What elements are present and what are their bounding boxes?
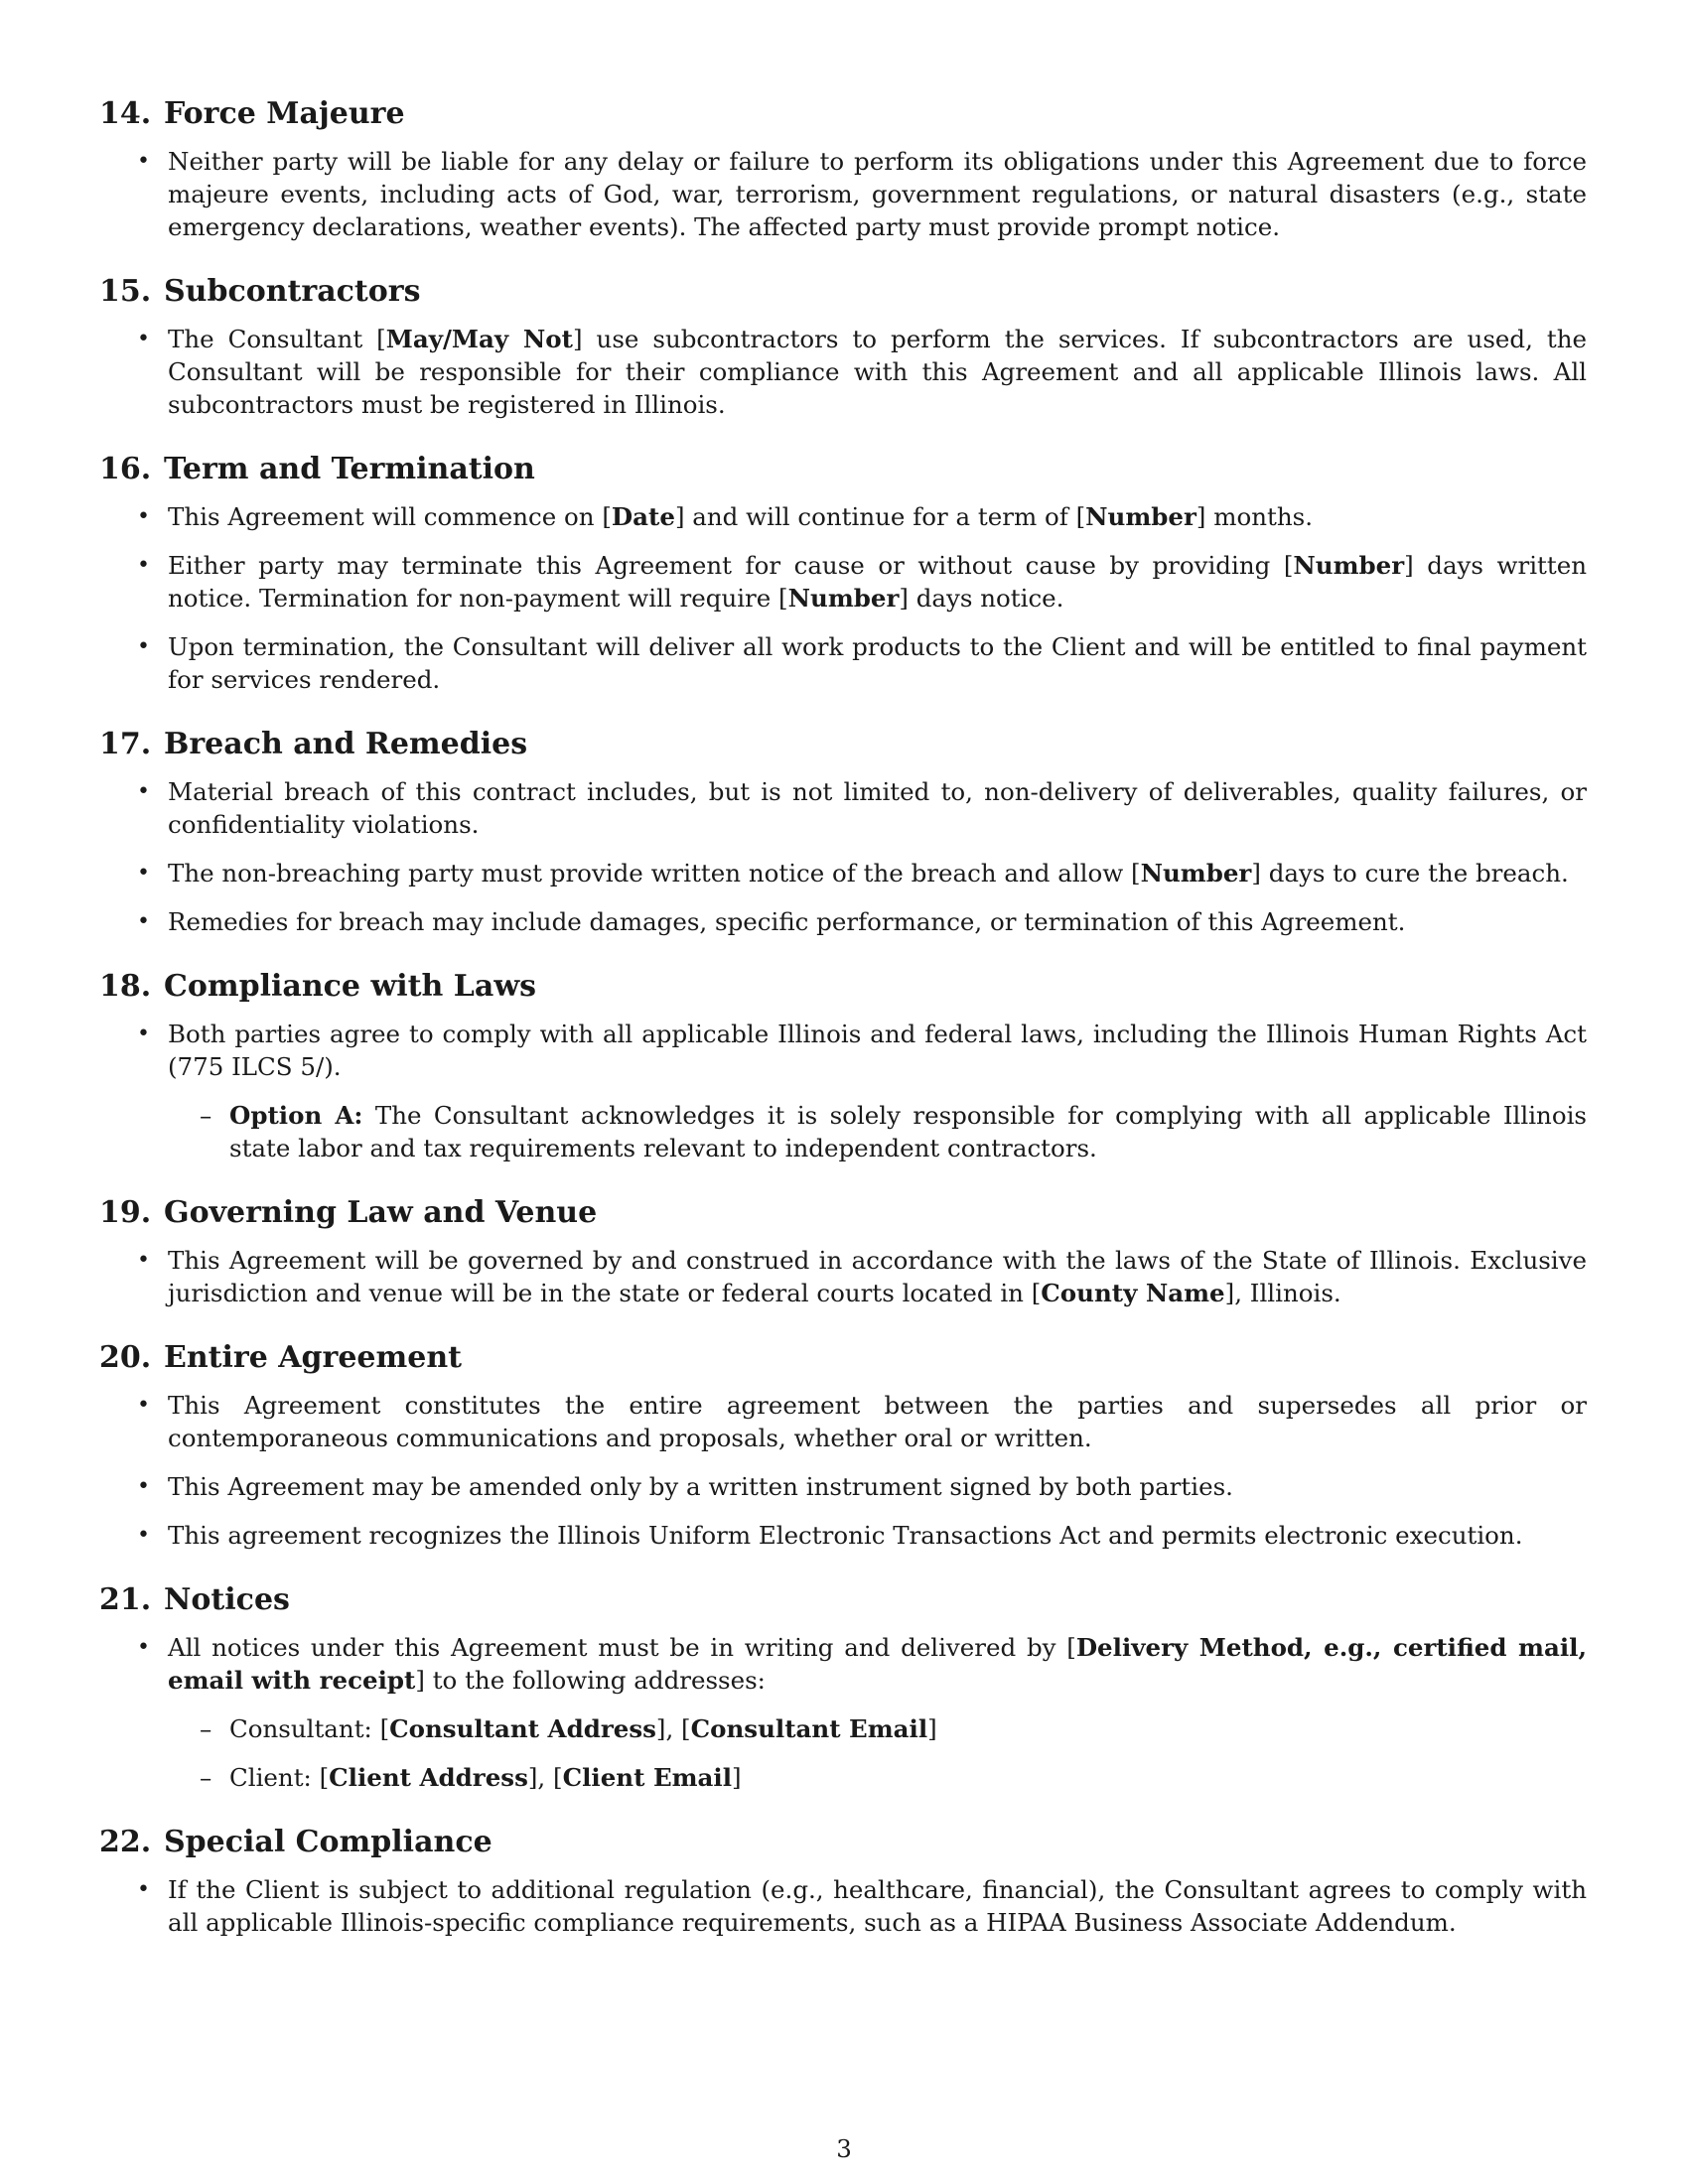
text-run: Neither party will be liable for any delay or failure to perform its obligations under this Agreement due to force majeure events, including acts of God, war, terrorism, government regulations, or natural disasters (e.g., state emergency declarations, weather events). The affected party must provide prompt notice.	[168, 147, 1587, 241]
bullet-list	[99, 775, 1587, 938]
list-item	[99, 775, 1587, 841]
text-run: This Agreement may be amended only by a written instrument signed by both parties.	[168, 1472, 1233, 1501]
text-run: This Agreement constitutes the entire agreement between the parties and supersedes all prior or contemporaneous communications and proposals, whether oral or written.	[168, 1391, 1587, 1452]
sub-list-item	[168, 1761, 1587, 1794]
section-title: Compliance with Laws	[164, 969, 537, 1004]
text-run: ] days notice.	[899, 584, 1064, 613]
list-item	[99, 323, 1587, 421]
list-item	[99, 500, 1587, 533]
section-number: 20.	[99, 1340, 152, 1375]
bullet-icon: •	[137, 504, 150, 529]
section-17	[99, 726, 1587, 938]
bullet-list	[99, 1389, 1587, 1552]
placeholder-field: Date	[611, 502, 675, 531]
bullet-list	[99, 1018, 1587, 1164]
placeholder-field: Consultant Email	[690, 1714, 928, 1743]
list-item	[99, 1018, 1587, 1164]
section-title: Subcontractors	[164, 274, 421, 309]
section-heading	[99, 968, 1587, 1006]
placeholder-field: Client Email	[562, 1763, 733, 1792]
dash-icon: –	[200, 1763, 212, 1792]
list-item	[99, 1519, 1587, 1552]
list-item	[99, 905, 1587, 938]
text-run: ], Illinois.	[1224, 1279, 1341, 1307]
section-16	[99, 451, 1587, 696]
text-run: If the Client is subject to additional regulation (e.g., healthcare, financial), the Consultant agrees to comply with all applicable Illinois-specific compliance requirements, such as a HIPAA Business Associate Addendum.	[168, 1875, 1587, 1937]
section-heading	[99, 95, 1587, 133]
bullet-icon: •	[137, 861, 150, 886]
section-title: Governing Law and Venue	[164, 1195, 598, 1230]
list-item	[99, 630, 1587, 696]
bullet-icon: •	[137, 634, 150, 659]
placeholder-field: Number	[787, 584, 900, 613]
text-run: Client: [	[229, 1763, 330, 1792]
bullet-list	[99, 500, 1587, 696]
text-run: All notices under this Agreement must be in writing and delivered by [	[168, 1633, 1076, 1662]
sub-list-item	[168, 1099, 1587, 1164]
text-run: ] days written notice. Termination for non-payment will require [	[168, 551, 1587, 613]
placeholder-field: Delivery Method, e.g., certified mail, email with receipt	[168, 1633, 1587, 1695]
section-number: 16.	[99, 452, 152, 486]
section-title: Entire Agreement	[164, 1340, 462, 1375]
sub-list	[168, 1712, 1587, 1794]
bullet-list	[99, 323, 1587, 421]
text-run: Upon termination, the Consultant will deliver all work products to the Client and will be entitled to final payment for services rendered.	[168, 632, 1587, 694]
text-run: This Agreement will be governed by and construed in accordance with the laws of the State of Illinois. Exclusive jurisdiction and venue will be in the state or federal courts located in [	[168, 1246, 1587, 1307]
section-number: 22.	[99, 1825, 152, 1859]
placeholder-field: Consultant Address	[389, 1714, 656, 1743]
placeholder-field: Option A:	[229, 1101, 363, 1130]
text-run: ] and will continue for a term of [	[674, 502, 1086, 531]
text-run: Consultant: [	[229, 1714, 390, 1743]
section-15	[99, 273, 1587, 421]
section-heading	[99, 1194, 1587, 1232]
list-item	[99, 1389, 1587, 1454]
section-heading	[99, 451, 1587, 488]
list-item	[99, 1470, 1587, 1503]
section-19	[99, 1194, 1587, 1309]
text-run: ], [	[655, 1714, 691, 1743]
dash-icon: –	[200, 1101, 212, 1130]
section-title: Special Compliance	[164, 1825, 492, 1859]
section-title: Term and Termination	[164, 452, 535, 486]
list-item	[99, 1631, 1587, 1794]
section-number: 21.	[99, 1582, 152, 1617]
section-18	[99, 968, 1587, 1164]
section-22	[99, 1824, 1587, 1939]
dash-icon: –	[200, 1714, 212, 1743]
text-run: ] months.	[1196, 502, 1314, 531]
bullet-list	[99, 1631, 1587, 1794]
text-run: The non-breaching party must provide written notice of the breach and allow [	[168, 859, 1141, 887]
section-20	[99, 1339, 1587, 1552]
placeholder-field: Number	[1293, 551, 1405, 580]
placeholder-field: Number	[1140, 859, 1252, 887]
section-heading	[99, 1824, 1587, 1861]
text-run: Material breach of this contract includes, but is not limited to, non-delivery of deliverables, quality failures, or confidentiality violations.	[168, 777, 1587, 839]
section-number: 18.	[99, 969, 152, 1004]
list-item	[99, 1873, 1587, 1939]
section-title: Force Majeure	[164, 96, 405, 131]
text-run: This agreement recognizes the Illinois Uniform Electronic Transactions Act and permits electronic execution.	[168, 1521, 1523, 1550]
bullet-icon: •	[137, 1474, 150, 1499]
text-run: Either party may terminate this Agreement for cause or without cause by providing [	[168, 551, 1294, 580]
section-14	[99, 95, 1587, 243]
sub-list	[168, 1099, 1587, 1164]
list-item	[99, 549, 1587, 614]
section-number: 17.	[99, 727, 152, 761]
section-title: Notices	[164, 1582, 290, 1617]
section-number: 14.	[99, 96, 152, 131]
section-21	[99, 1581, 1587, 1794]
section-heading	[99, 726, 1587, 763]
placeholder-field: Client Address	[329, 1763, 528, 1792]
text-run: The Consultant [	[168, 325, 386, 353]
text-run: ] use subcontractors to perform the services. If subcontractors are used, the Consultant will be responsible for their compliance with this Agreement and all applicable Illinois laws. All subcontractors must be registered in Illinois.	[168, 325, 1588, 419]
bullet-icon: •	[137, 553, 150, 578]
bullet-list	[99, 1873, 1587, 1939]
bullet-icon: •	[137, 1877, 150, 1902]
text-run: ]	[927, 1714, 937, 1743]
page-number: 3	[836, 2134, 852, 2163]
bullet-icon: •	[137, 327, 150, 351]
bullet-icon: •	[137, 149, 150, 174]
bullet-list	[99, 145, 1587, 243]
section-heading	[99, 1581, 1587, 1619]
placeholder-field: County Name	[1041, 1279, 1225, 1307]
sub-list-item	[168, 1712, 1587, 1745]
text-run: Remedies for breach may include damages, specific performance, or termination of this Agreement.	[168, 907, 1406, 936]
bullet-icon: •	[137, 1248, 150, 1273]
text-run: ] days to cure the breach.	[1251, 859, 1569, 887]
text-run: This Agreement will commence on [	[168, 502, 612, 531]
text-run: Both parties agree to comply with all applicable Illinois and federal laws, including the Illinois Human Rights Act (775 ILCS 5/).	[168, 1020, 1587, 1081]
section-heading	[99, 1339, 1587, 1377]
section-number: 19.	[99, 1195, 152, 1230]
placeholder-field: Number	[1085, 502, 1196, 531]
bullet-icon: •	[137, 1022, 150, 1046]
section-number: 15.	[99, 274, 152, 309]
list-item	[99, 857, 1587, 889]
document-body	[99, 95, 1587, 1969]
section-heading	[99, 273, 1587, 311]
bullet-list	[99, 1244, 1587, 1309]
bullet-icon: •	[137, 1523, 150, 1548]
text-run: The Consultant acknowledges it is solely responsible for complying with all applicable Illinois state labor and tax requirements relevant to independent contractors.	[229, 1101, 1587, 1162]
list-item	[99, 145, 1587, 243]
list-item	[99, 1244, 1587, 1309]
bullet-icon: •	[137, 1635, 150, 1660]
bullet-icon: •	[137, 909, 150, 934]
bullet-icon: •	[137, 779, 150, 804]
text-run: ] to the following addresses:	[415, 1666, 766, 1695]
text-run: ]	[732, 1763, 742, 1792]
text-run: ], [	[527, 1763, 563, 1792]
placeholder-field: May/May Not	[385, 325, 573, 353]
section-title: Breach and Remedies	[164, 727, 528, 761]
bullet-icon: •	[137, 1393, 150, 1418]
